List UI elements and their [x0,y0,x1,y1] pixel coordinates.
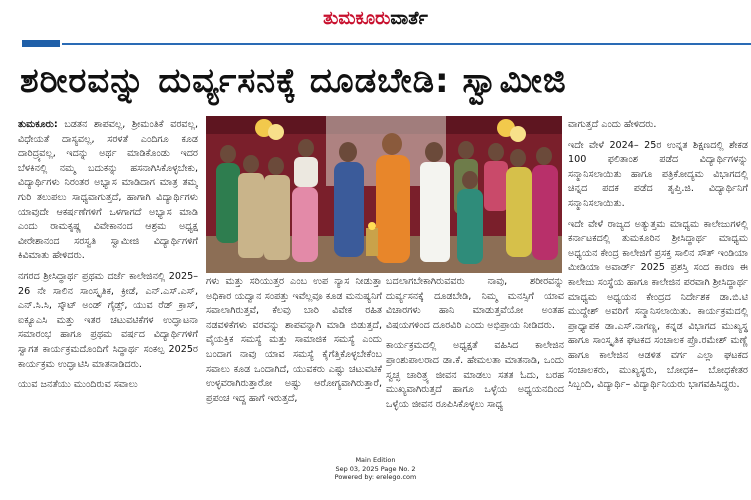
newspaper-name-suffix: ವಾರ್ತೆ [390,8,428,29]
page-footer [0,456,751,482]
dateline: ತುಮಕೂರು: [18,119,58,130]
masthead [0,0,751,40]
powered-by-label: Powered by: erelego.com [334,473,417,481]
article-paragraph: ಗಳು ಮತ್ತು ಸರಿಯುತ್ತರ ಎಂಬ ಉಪ ನ್ಯಾಸ ನೀಡುತ್ತಾ ಅಧಿಕಾರ ಯದ್ವಾನ ಸಂಪತ್ತು ಇವೆಲ್ಲವೂ ಕೂಡ ಮನುಷ್ಯನಿಗೆ ಸವಾಲಾಗಿರುತ್ತವೆ, ಕೆಲವು ಬಾರಿ ವಿವೇಕ ರಹಿತ ನಡವಳಿಕೆಗಳು ವರವನ್ನು ಶಾಪವನ್ನಾಗಿ ಮಾಡಿ ಬಿಡುತ್ತದೆ, ವೈಯಕ್ತಿಕ ಸಮಸ್ಯೆ ಮತ್ತು ಸಾಮಾಜಿಕ ಸಮಸ್ಯೆ ಎಂದು ಬಂದಾಗ ನಾವು ಯಾವ ಸಮಸ್ಯೆ ಕೈಗೆತ್ತಿಕೊಳ್ಳಬೇಕೆಂಬ ಸವಾಲು ಕೂಡ ಒಂದಾಗಿದೆ, ಯುವಕರು ಎಷ್ಟು ಚಟುವಟಿಕೆ ಉಳ್ಳವರಾಗಿರುತ್ತಾರೋ ಅಷ್ಟು ಆರೋಗ್ಯವಾಗಿರುತ್ತಾರೆ, ಪ್ರಪಂಚ ಇದ್ದ ಹಾಗೆ ಇರುತ್ತದೆ, [206,276,382,404]
article-paragraph: ಕಾರ್ಯಕ್ರಮದಲ್ಲಿ ಅಧ್ಯಕ್ಷತೆ ವಹಿಸಿದ ಕಾಲೇಜಿನ ಪ್ರಾಂಶುಪಾಲರಾದ ಡಾ.ಕೆ. ಹೇಮಲತಾ ಮಾತನಾಡಿ, ಒಂದು ಸ್ವಚ್ಛ ಚಾರಿತ್ರ್ಯ ಜೀವನ ಮಾಡಲು ಸತತ ಓದು, ಬರಹ ಮುಖ್ಯವಾಗಿರುತ್ತದೆ ಹಾಗೂ ಒಳ್ಳೆಯ ಅಧ್ಯಯನದಿಂದ ಒಳ್ಳೆಯ ಜೀವನ ರೂಪಿಸಿಕೊಳ್ಳಲು ಸಾಧ್ಯ [386,340,564,410]
headline: ಶರೀರವನ್ನು ದುರ್ವ್ಯಸನಕ್ಕೆ ದೂಡಬೇಡಿ: ಸ್ವಾಮೀಜಿ [20,61,567,101]
newspaper-name [0,8,751,29]
article-paragraph: ಇದೇ ವೇಳೆ 2024– 25ರ ಉನ್ನತ ಶಿಕ್ಷಣದಲ್ಲಿ ಶೇಕಡ 100 ಫಲಿತಾಂಶ ಪಡೆದ ವಿದ್ಯಾರ್ಥಿಗಳನ್ನು ಸನ್ಮಾನಿಸಲಾಯಿತು ಹಾಗೂ ಪತ್ರಿಕೋದ್ಯಮ ವಿಭಾಗದಲ್ಲಿ ಚಿನ್ನದ ಪದಕ ಪಡೆದ ತೃಪ್ತಿ.ಜಿ. ವಿದ್ಯಾರ್ಥಿನಿಗೆ ಸನ್ಮಾನಿಸಲಾಯಿತು. [568,139,748,209]
article-paragraph: ವಾಗುತ್ತದೆ ಎಂದು ಹೇಳಿದರು. [568,119,657,130]
paragraph-text: ಬಡತನ ಶಾಪವಲ್ಲ, ಶ್ರೀಮಂತಿಕೆ ವರವಲ್ಲ, ವಿಧೇಯತೆ ದಾಸ್ಯವಲ್ಲ, ಸರಳತೆ ಎಂದಿಗೂ ಕೂಡ ದಾರಿದ್ರ್ಯವಲ್ಲ, ಇದನ್ನು ಅರ್ಥ ಮಾಡಿಕೊಂಡು ಇದರ ಬೆಳಕಿನಲ್ಲಿ ನಮ್ಮ ಬದುಕನ್ನು ಹಸನಾಗಿಸಿಕೊಳ್ಳಬೇಕು, ವಿದ್ಯಾರ್ಥಿಗಳು ನಿರಂತರ ಅಭ್ಯಾಸ ಮಾಡಿದಾಗ ಮಾತ್ರ ತಮ್ಮ ಗುರಿ ತಲುಪಲು ಸಾಧ್ಯವಾಗುತ್ತದೆ, ಹಾಗಾಗಿ ವಿದ್ಯಾರ್ಥಿಗಳು ಯಾವುದೇ ಆಕರ್ಷಣೆಗಳಿಗೆ ಒಳಗಾಗದೆ ಅಭ್ಯಾಸ ಮಾಡಿ ಎಂದು ರಾಮಕೃಷ್ಣ ವಿವೇಕಾನಂದ ಆಶ್ರಮ ಅಧ್ಯಕ್ಷ ವೀರೇಶಾನಂದ ಸರಸ್ವತಿ ಸ್ವಾಮೀಜಿ ವಿದ್ಯಾರ್ಥಿಗಳಿಗೆ ಕಿವಿಮಾತು ಹೇಳಿದರು. [18,119,198,262]
article-column-3 [386,275,564,450]
article-column-1 [18,118,198,450]
event-photo [206,116,562,273]
event-photo-illustration [206,116,562,273]
article-paragraph: ಇದೇ ವೇಳೆ ರಾಜ್ಯದ ಅತ್ಯುತ್ತಮ ಮಾಧ್ಯಮ ಕಾಲೇಜುಗಳಲ್ಲಿ ಕರ್ನಾಟಕದಲ್ಲಿ ತುಮಕೂರಿನ ಶ್ರೀಸಿದ್ಧಾರ್ಥ ಮಾಧ್ಯಮ ಅಧ್ಯಯನ ಕೇಂದ್ರ ಕಾಲೇಜಿಗೆ ಪ್ರಸಕ್ತ ಸಾಲಿನ ಸೌತ್ ಇಂಡಿಯಾ ಮೀಡಿಯಾ ಅವಾರ್ಡ್ 2025 ಪ್ರಶಸ್ತಿ ಸಂದ ಕಾರಣ ಈ ಕಾಲೇಜು ಸಂಸ್ಥೆಯ ಹಾಗೂ ಕಾಲೇಜಿನ ಪರವಾಗಿ ಶ್ರೀಸಿದ್ಧಾರ್ಥ ಮಾಧ್ಯಮ ಅಧ್ಯಯನ ಕೇಂದ್ರದ ನಿರ್ದೇಶಕ ಡಾ.ಬಿ.ಟಿ ಮುದ್ದೇಶ್ ಅವರಿಗೆ ಸನ್ಮಾನಿಸಲಾಯಿತು. ಕಾರ್ಯಕ್ರಮದಲ್ಲಿ ಪ್ರಾಧ್ಯಾಪಕ ಡಾ.ಎಸ್.ನಾಗಣ್ಣ, ಕನ್ನಡ ವಿಭಾಗದ ಮುಖ್ಯಸ್ಥ ಹಾಗೂ ಸಾಂಸ್ಕೃತಿಕ ಘಟಕದ ಸಂಚಾಲಕ ಪ್ರೊ.ರಮೇಶ್ ಮಣ್ಣೆ ಹಾಗೂ ಕಾಲೇಜಿನ ಆಡಳಿತ ವರ್ಗ ಎಲ್ಲಾ ಘಟಕದ ಸಂಚಾಲಕರು, ಮುಖ್ಯಸ್ಥರು, ಬೋಧಕ– ಬೋಧಕೇತರ ಸಿಬ್ಬಂದಿ, ವಿದ್ಯಾರ್ಥಿ– ವಿದ್ಯಾರ್ಥಿನಿಯರು ಭಾಗವಹಿಸಿದ್ದರು. [568,218,748,391]
article-column-4 [568,118,748,450]
article-paragraph: ಯುವ ಜನತೆಯು ಮುಂದಿರುವ ಸವಾಲು [18,379,138,391]
article-paragraph [18,118,198,264]
edition-label: Main Edition [355,456,396,464]
article-paragraph: ಬದಲಾಗಬೇಕಾಗಿರುವವರು ನಾವು, ಶರೀರವನ್ನು ದುರ್ವ್ಯಸನಕ್ಕೆ ದೂಡಬೇಡಿ, ನಿಮ್ಮ ಮನಸ್ಸಿಗೆ ಯಾವ ವಿಚಾರಗಳು ಹಾನಿ ಮಾಡುತ್ತವೆಯೋ ಅಂತಹ ವಿಷಯಗಳಿಂದ ದೂರವಿರಿ ಎಂದು ಅಭಿಪ್ರಾಯ ನೀಡಿದರು. [386,276,564,331]
newspaper-name-prefix: ತುಮಕೂರು [323,8,391,29]
section-rule-accent [22,40,60,47]
section-rule [62,43,751,45]
article-paragraph: ನಗರದ ಶ್ರೀಸಿದ್ಧಾರ್ಥ ಪ್ರಥಮ ದರ್ಜೆ ಕಾಲೇಜಿನಲ್ಲಿ 2025–26 ನೇ ಸಾಲಿನ ಸಾಂಸ್ಕೃತಿಕ, ಕ್ರೀಡೆ, ಎನ್.ಎಸ್.ಎಸ್, ಎನ್.ಸಿ.ಸಿ, ಸ್ಕೌಟ್ ಅಂಡ್ ಗೈಡ್ಸ್, ಯುವ ರೆಡ್ ಕ್ರಾಸ್, ಐಕ್ಯೂಎಸಿ ಮತ್ತು ಇತರ ಚಟುವಟಿಕೆಗಳ ಉದ್ಘಾಟನಾ ಸಮಾರಂಭ ಹಾಗೂ ಪ್ರಥಮ ವರ್ಷದ ವಿದ್ಯಾರ್ಥಿಗಳಿಗೆ ಸ್ವಾಗತ ಕಾರ್ಯಕ್ರಮದೊಂದಿಗೆ ಸಿದ್ಧಾರ್ಥ ಸಂಕಲ್ಪ 2025ರ ಕಾರ್ಯಕ್ರಮ ಉದ್ಘಾಟಿಸಿ ಮಾತನಾಡಿದರು. [18,270,198,370]
article-column-2 [206,275,382,450]
date-page-label: Sep 03, 2025 Page No. 2 [335,464,416,473]
